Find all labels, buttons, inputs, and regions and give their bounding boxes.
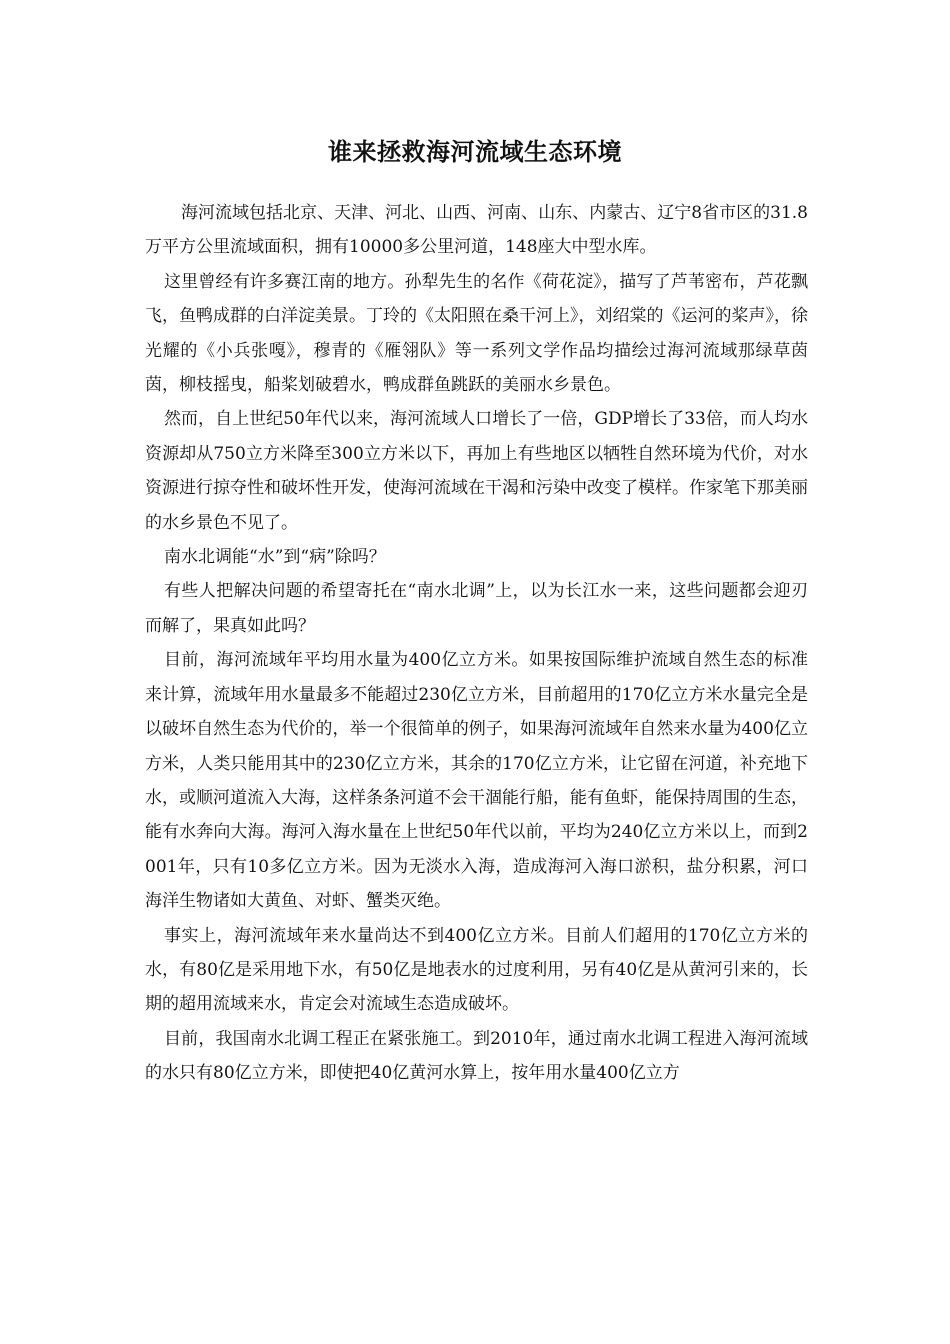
document-body xyxy=(145,196,808,1091)
paragraph-intro: 海河流域包括北京、天津、河北、山西、河南、山东、内蒙古、辽宁8省市区的31.8万平方公里流域面积，拥有10000多公里河道，148座大中型水库。 xyxy=(145,203,808,258)
paragraph-hope: 有些人把解决问题的希望寄托在“南水北调”上，以为长江水一来，这些问题都会迎刃而解了，果真如此吗？ xyxy=(145,581,808,636)
paragraph-project: 目前，我国南水北调工程正在紧张施工。到2010年，通过南水北调工程进入海河流域的水只有80亿立方米，即使把40亿黄河水算上，按年用水量400亿立方 xyxy=(145,1028,808,1084)
paragraph-facts: 事实上，海河流域年来水量尚达不到400亿立方米。目前人们超用的170亿立方米的水，有80亿是采用地下水，有50亿是地表水的过度利用，另有40亿是从黄河引来的，长期的超用流域来水，肯定会对流域生态造成破坏。 xyxy=(145,925,808,1015)
paragraph-literature: 这里曾经有许多赛江南的地方。孙犁先生的名作《荷花淀》，描写了芦苇密布，芦花飘飞，鱼鸭成群的白洋淀美景。丁玲的《太阳照在桑干河上》，刘绍棠的《运河的桨声》，徐光耀的《小兵张嘎》，穆青的《雁翎队》等一系列文学作品均描绘过海河流域那绿草茵茵，柳枝摇曳，船桨划破碧水，鸭成群鱼跳跃的美丽水乡景色。 xyxy=(145,271,808,396)
paragraph-question-heading: 南水北调能“水”到“病”除吗？ xyxy=(164,547,386,568)
document-title: 谁来拯救海河流域生态环境 xyxy=(328,137,622,166)
paragraph-decline: 然而，自上世纪50年代以来，海河流域人口增长了一倍，GDP增长了33倍，而人均水资源却从750立方米降至300立方米以下，再加上有些地区以牺牲自然环境为代价，对水资源进行掠夺性和破坏性开发，使海河流域在干渴和污染中改变了模样。作家笔下那美丽的水乡景色不见了。 xyxy=(145,409,808,533)
paragraph-water-usage: 目前，海河流域年平均用水量为400亿立方米。如果按国际维护流域自然生态的标准来计算，流域年用水量最多不能超过230亿立方米，目前超用的170亿立方米水量完全是以破坏自然生态为代价的，举一个很简单的例子，如果海河流域年自然来水量为400亿立方米，人类只能用其中的230亿立方米，其余的170亿立方米，让它留在河道，补充地下水，或顺河道流入大海，这样条条河道不会干涸能行船，能有鱼虾，能保持周围的生态，能有水奔向大海。海河入海水量在上世纪50年代以前，平均为240亿立方米以上，而到2001年，只有10多亿立方米。因为无淡水入海，造成海河入海口淤积，盐分积累，河口海洋生物诸如大黄鱼、对虾、蟹类灭绝。 xyxy=(145,650,808,912)
